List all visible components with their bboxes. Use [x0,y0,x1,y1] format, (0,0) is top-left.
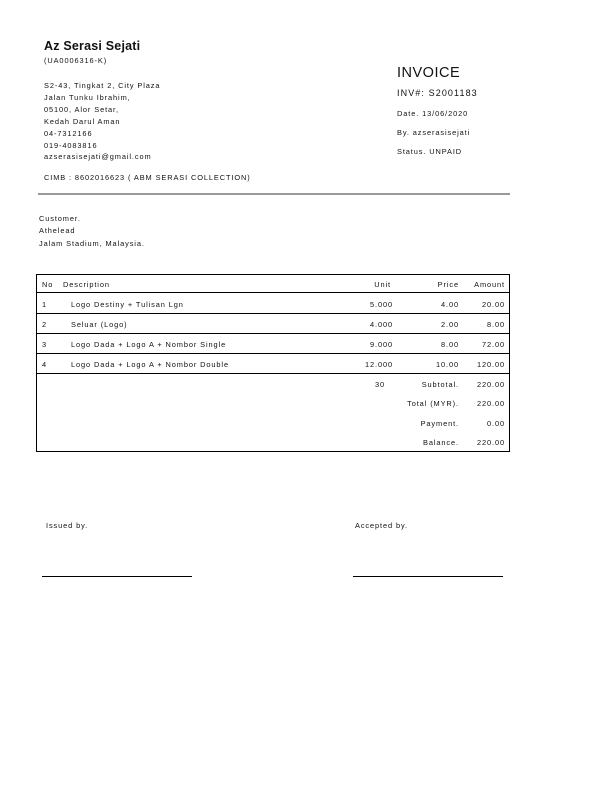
subtotal-label: Subtotal. [421,380,459,389]
company-phone-2: 019-4083816 [44,140,98,150]
payment-value: 0.00 [487,419,505,428]
issued-by-signature-line [42,576,192,577]
total-label: Total (MYR). [407,399,459,408]
row-unit: 4.000 [370,320,393,329]
accepted-by-label: Accepted by. [355,521,408,530]
invoice-issuer: By. azserasisejati [397,128,471,137]
invoice-status: Status. UNPAID [397,147,463,156]
row-unit: 12.000 [364,360,393,369]
row-amount: 20.00 [482,300,505,309]
accepted-by-signature-line [353,576,503,577]
invoice-number: INV#: S2001183 [397,88,478,98]
items-table [36,274,510,452]
row-price: 2.00 [441,320,459,329]
row-description: Logo Dada + Logo A + Nombor Double [71,360,229,369]
header-divider [38,193,510,195]
customer-label: Customer. [39,214,81,223]
address-line: S2-43, Tingkat 2, City Plaza [44,81,161,90]
address-line: Kedah Darul Aman [44,116,121,126]
company-email: azserasisejati@gmail.com [44,152,152,162]
balance-value: 220.00 [476,438,505,447]
row-no: 2 [42,320,48,329]
header-no: No [42,280,54,289]
company-registration: (UA0006316-K) [44,56,108,65]
invoice-date: Date. 13/06/2020 [397,109,469,118]
total-units: 30 [374,380,385,389]
row-amount: 8.00 [487,320,505,329]
company-address-block [44,80,160,163]
table-divider [37,292,509,293]
address-line: 05100, Alor Setar, [44,104,119,114]
table-divider [37,353,509,354]
customer-block [39,213,145,250]
payment-label: Payment. [420,419,459,428]
row-amount: 72.00 [482,340,505,349]
row-no: 1 [42,300,48,309]
header-amount: Amount [474,280,505,289]
customer-address: Jalam Stadium, Malaysia. [39,238,145,248]
row-price: 10.00 [436,360,459,369]
row-price: 8.00 [441,340,459,349]
row-unit: 5.000 [370,300,393,309]
issued-by-label: Issued by. [46,521,89,530]
header-unit: Unit [374,280,391,289]
row-description: Logo Destiny + Tulisan Lgn [71,300,184,309]
table-divider [37,373,509,374]
address-line: Jalan Tunku Ibrahim, [44,92,131,102]
header-description: Description [63,280,110,289]
row-no: 4 [42,360,48,369]
balance-label: Balance. [423,438,459,447]
row-no: 3 [42,340,48,349]
company-phone-1: 04-7312166 [44,128,93,138]
row-amount: 120.00 [476,360,505,369]
customer-name: Athelead [39,226,76,236]
subtotal-value: 220.00 [476,380,505,389]
header-price: Price [437,280,459,289]
row-description: Logo Dada + Logo A + Nombor Single [71,340,227,349]
row-unit: 9.000 [370,340,393,349]
table-divider [37,333,509,334]
total-value: 220.00 [476,399,505,408]
company-name: Az Serasi Sejati [44,39,141,53]
invoice-title: INVOICE [397,65,461,81]
table-divider [37,313,509,314]
row-price: 4.00 [441,300,459,309]
row-description: Seluar (Logo) [71,320,128,329]
bank-account: CIMB : 8602016623 ( ABM SERASI COLLECTION) [44,173,251,182]
